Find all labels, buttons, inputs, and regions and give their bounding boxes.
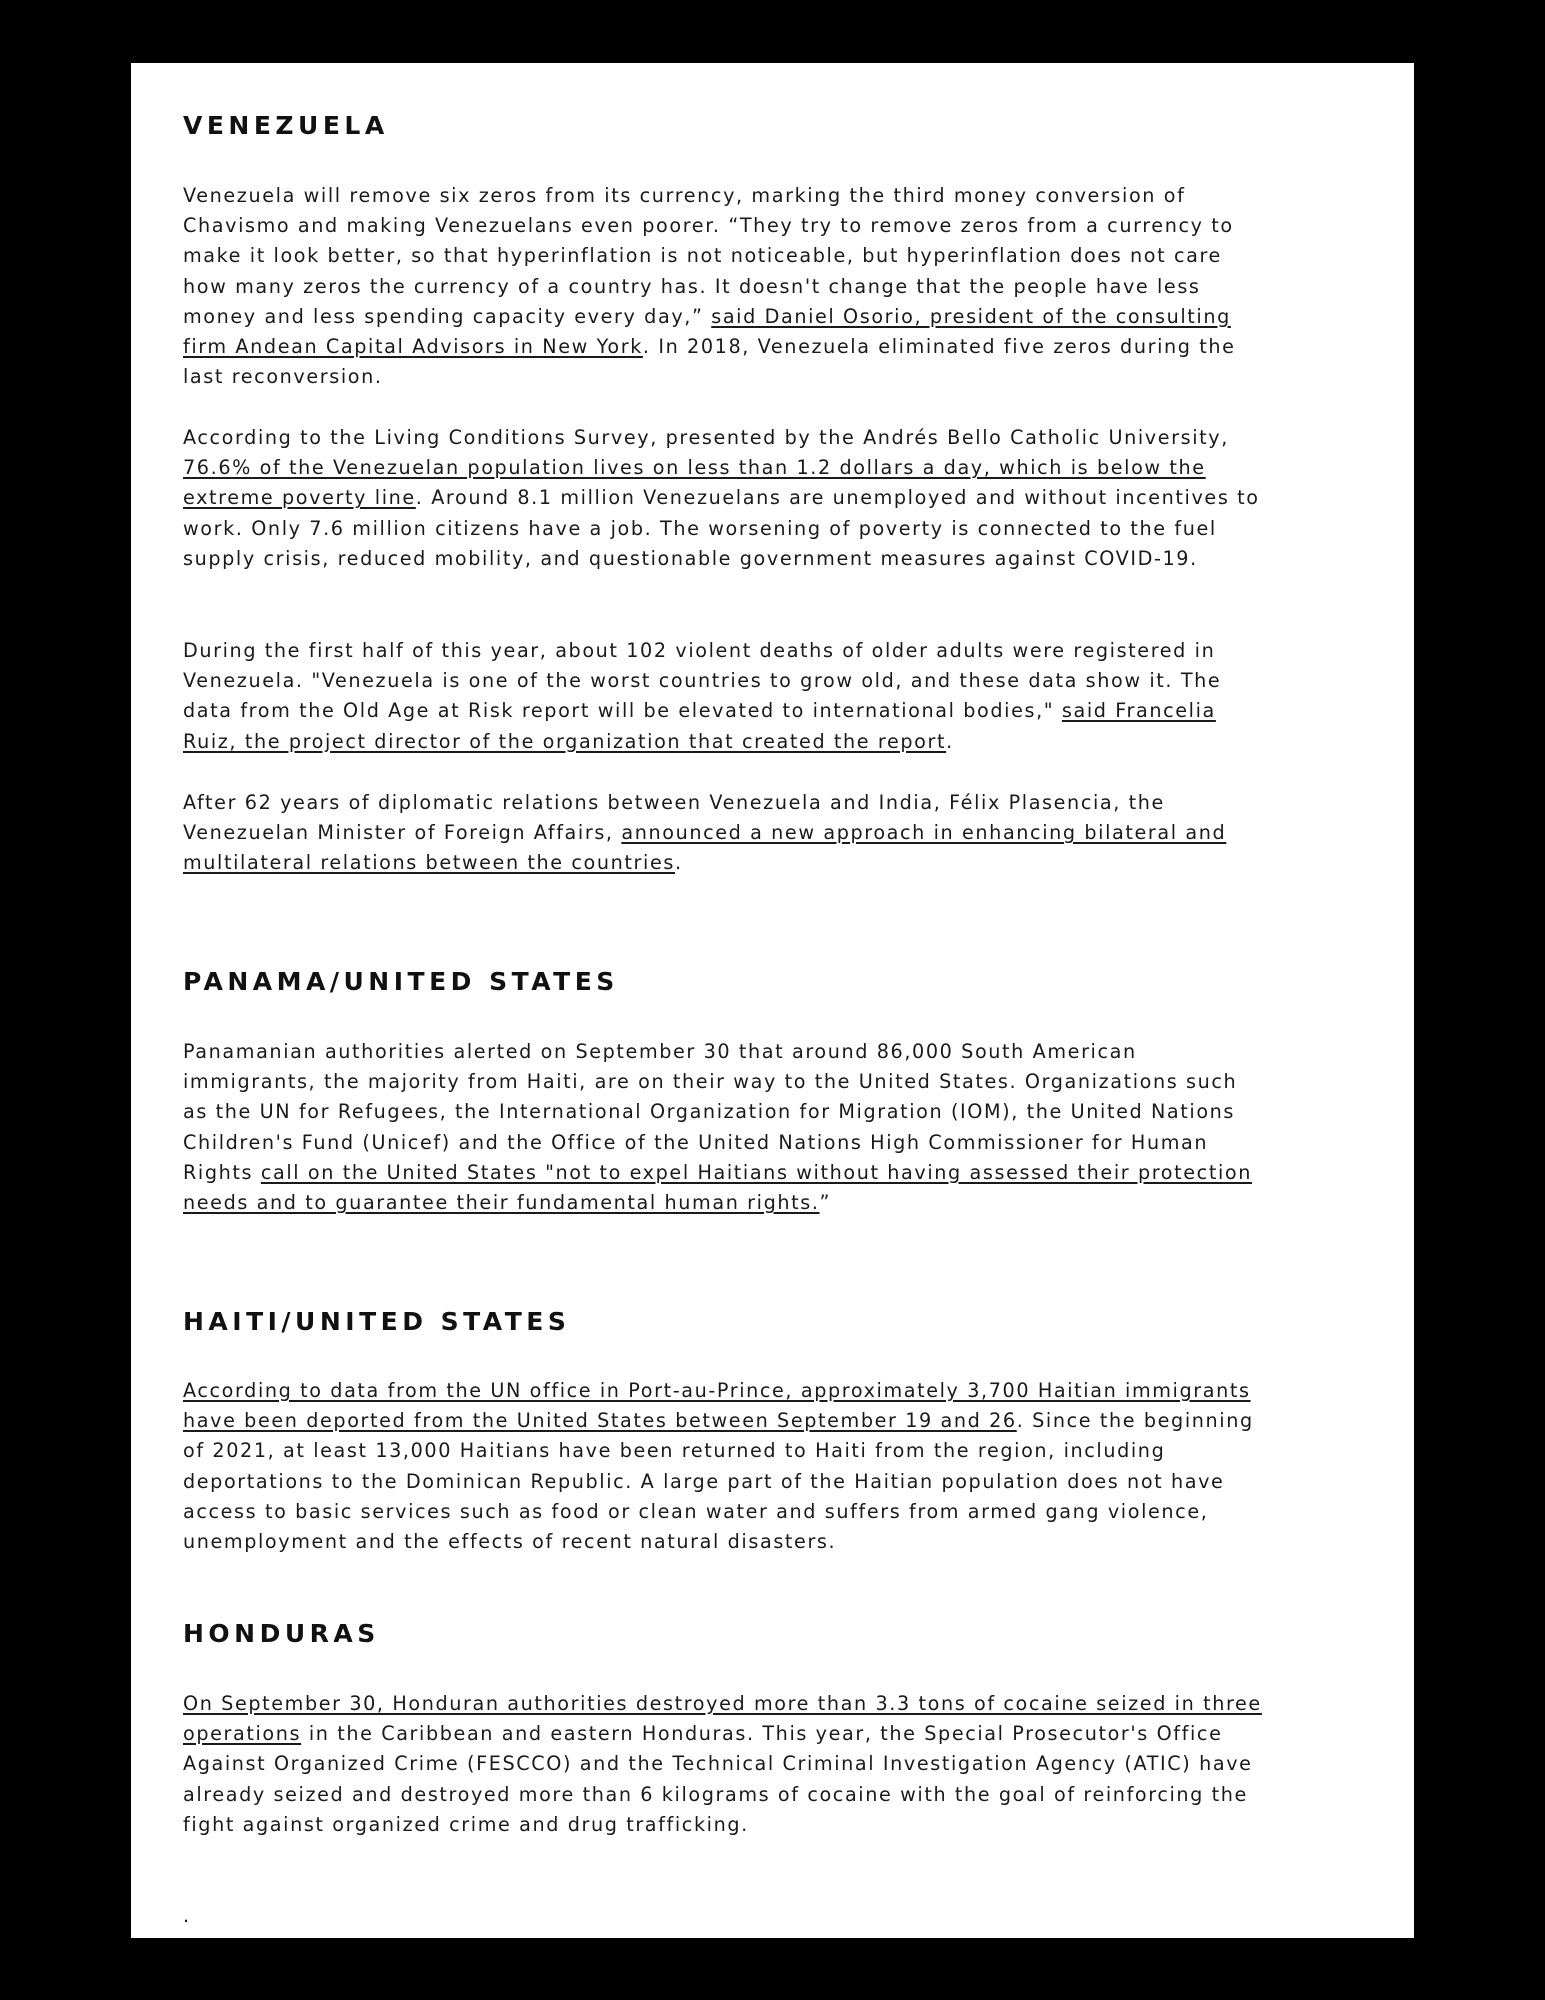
section-heading-panama-united-states: PANAMA/UNITED STATES bbox=[183, 967, 619, 996]
paragraph bbox=[183, 1037, 1263, 1218]
paragraph-text: . Since the beginning of 2021, at least 13,000 Haitians have been returned to Haiti from the region, including deportations to the Dominican Republic. A large part of the Haitian population does not have access to basic services such as food or clean water and suffers from armed gang violence, unemployment and the effects of recent natural disasters. bbox=[183, 1409, 1254, 1554]
paragraph-text: . bbox=[674, 851, 683, 875]
source-link[interactable]: call on the United States "not to expel Haitians without having assessed their protection needs and to guarantee their fundamental human rights. bbox=[183, 1160, 1252, 1215]
paragraph bbox=[183, 636, 1263, 757]
paragraph-text: Venezuela will remove six zeros from its currency, marking the third money conversion of Chavismo and making Venezuelans even poorer. “They try to remove zeros from a currency to make it look better, so that hyperinflation is not noticeable, but hyperinflation does not care how many zeros the currency of a country has. It doesn't change that the people have less money and less spending capacity every day,” bbox=[183, 184, 1234, 328]
source-link[interactable]: said Francelia Ruiz, the project director of the organization that created the report bbox=[183, 699, 1216, 753]
source-link[interactable]: 76.6% of the Venezuelan population lives on less than 1.2 dollars a day, which is below the extreme poverty line bbox=[183, 456, 1206, 510]
section-heading-haiti-united-states: HAITI/UNITED STATES bbox=[183, 1307, 571, 1336]
paragraph-text: . bbox=[946, 729, 954, 753]
paragraph bbox=[183, 788, 1263, 879]
section-heading-honduras: HONDURAS bbox=[183, 1619, 380, 1648]
document-page bbox=[131, 63, 1414, 1938]
source-link[interactable]: On September 30, Honduran authorities destroyed more than 3.3 tons of cocaine seized in three operations bbox=[183, 1692, 1262, 1746]
paragraph-text: ” bbox=[819, 1191, 832, 1215]
paragraph-text: During the first half of this year, about 102 violent deaths of older adults were registered in Venezuela. "Venezuela is one of the worst countries to grow old, and these data show it. The data from the Old Age at Risk report will be elevated to international bodies," bbox=[183, 639, 1222, 723]
source-link[interactable]: announced a new approach in enhancing bilateral and multilateral relations between the countries bbox=[183, 821, 1227, 875]
paragraph-text: Panamanian authorities alerted on September 30 that around 86,000 South American immigrants, the majority from Haiti, are on their way to the United States. Organizations such as the UN for Refugees, the International Organization for Migration (IOM), the United Nations Children's Fund (Unicef) and the Office of the United Nations High Commissioner for Human Rights bbox=[183, 1040, 1238, 1184]
paragraph bbox=[183, 181, 1263, 392]
paragraph bbox=[183, 423, 1263, 574]
paragraph-text: in the Caribbean and eastern Honduras. This year, the Special Prosecutor's Office Against Organized Crime (FESCCO) and the Technical Criminal Investigation Agency (ATIC) have already seized and destroyed more than 6 kilograms of cocaine with the goal of reinforcing the fight against organized crime and drug trafficking. bbox=[183, 1722, 1253, 1836]
footer-mark: . bbox=[183, 1905, 190, 1927]
paragraph-text: . In 2018, Venezuela eliminated five zeros during the last reconversion. bbox=[183, 335, 1236, 389]
paragraph bbox=[183, 1689, 1263, 1840]
source-link[interactable]: According to data from the UN office in Port-au-Prince, approximately 3,700 Haitian immigrants have been deported from the United States between September 19 and 26 bbox=[183, 1379, 1251, 1433]
paragraph bbox=[183, 1376, 1263, 1557]
source-link[interactable]: said Daniel Osorio, president of the consulting firm Andean Capital Advisors in New York bbox=[183, 304, 1231, 359]
section-heading-venezuela: VENEZUELA bbox=[183, 111, 389, 140]
paragraph-text: According to the Living Conditions Survey, presented by the Andrés Bello Catholic University, bbox=[183, 426, 1229, 449]
paragraph-text: After 62 years of diplomatic relations between Venezuela and India, Félix Plasencia, the Venezuelan Minister of Foreign Affairs, bbox=[183, 791, 1165, 845]
paragraph-text: . Around 8.1 million Venezuelans are unemployed and without incentives to work. Only 7.6 million citizens have a job. The worsening of poverty is connected to the fuel supply crisis, reduced mobility, and questionable government measures against COVID-19. bbox=[183, 486, 1260, 570]
